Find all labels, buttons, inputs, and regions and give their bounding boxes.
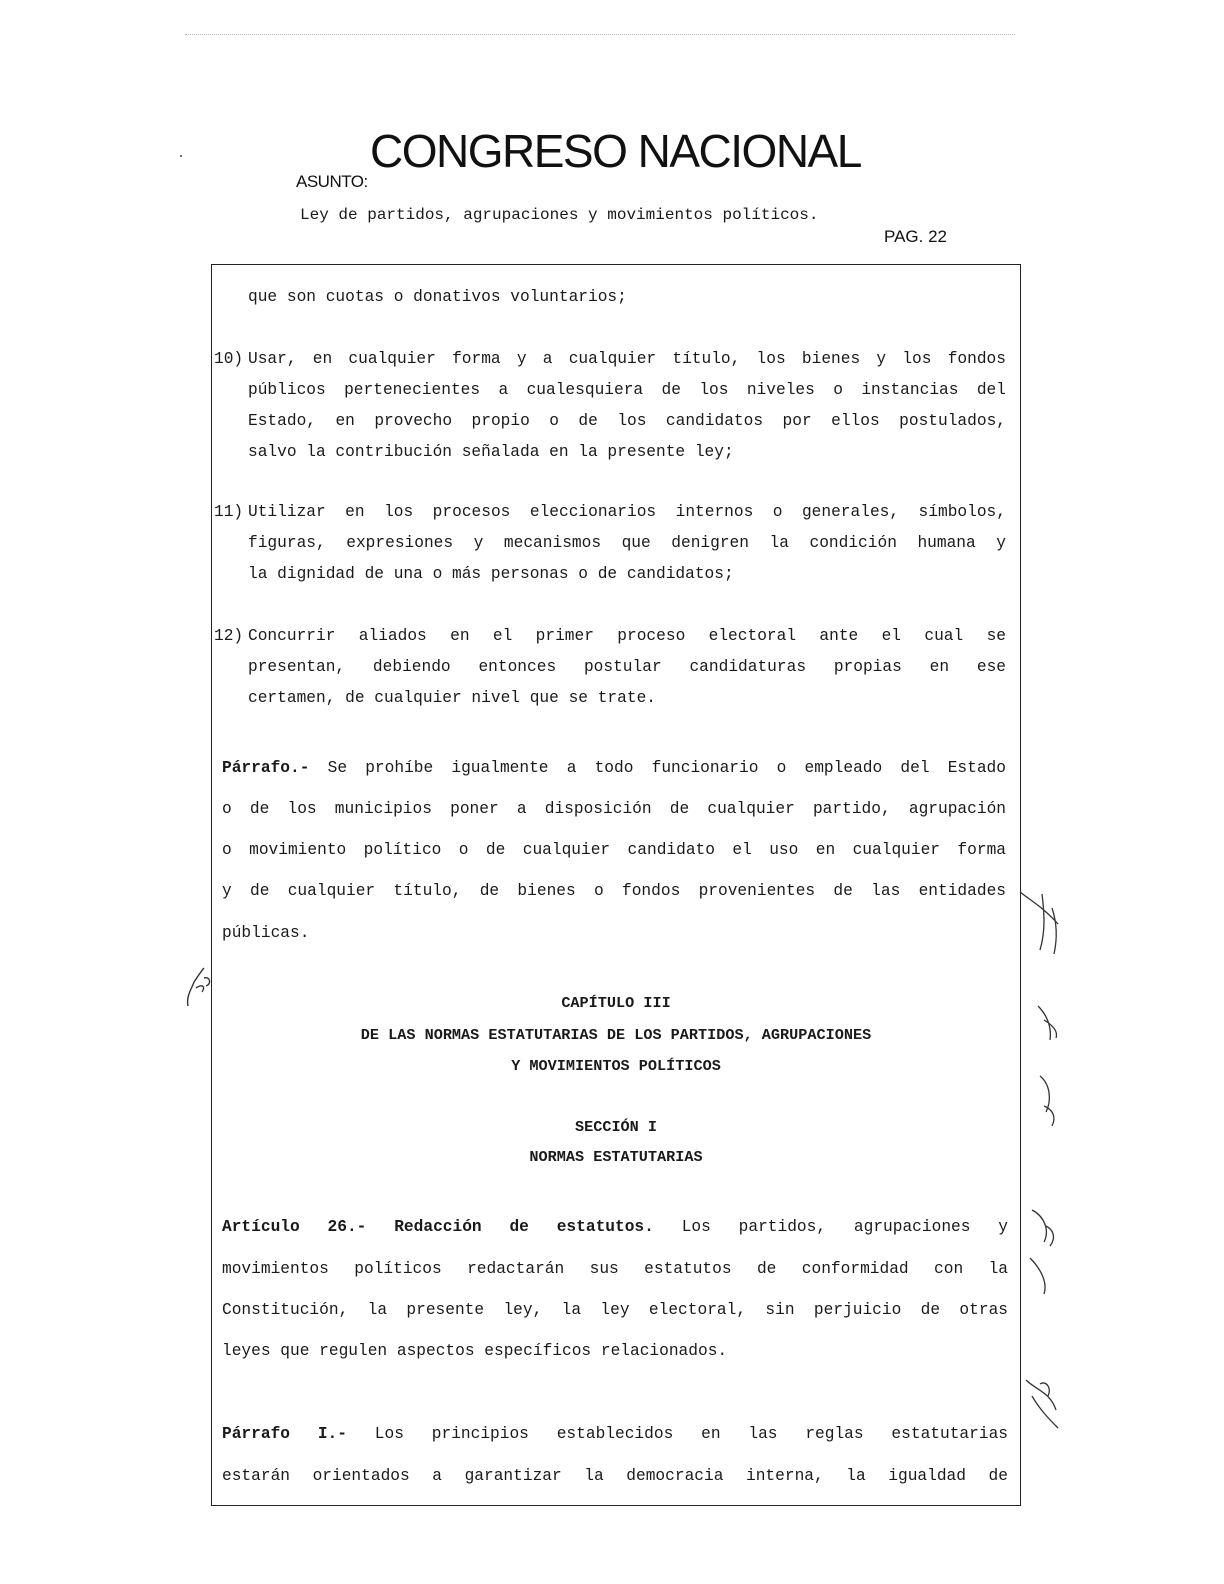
parrafo-first-line <box>222 759 1006 777</box>
parrafo-line: o movimiento político o de cualquier candidato el uso en cualquier forma <box>222 841 1006 859</box>
item-line: certamen, de cualquier nivel que se trate. <box>248 689 656 707</box>
scan-artifact-line <box>185 34 1015 35</box>
article-line: leyes que regulen aspectos específicos relacionados. <box>222 1342 728 1360</box>
article-line: movimientos políticos redactarán sus estatutos de conformidad con la <box>222 1260 1008 1278</box>
subject-line: Ley de partidos, agrupaciones y movimientos políticos. <box>300 206 819 224</box>
handwritten-initials-right <box>1010 880 1070 1440</box>
item-line: figuras, expresiones y mecanismos que denigren la condición humana y <box>248 534 1006 552</box>
parrafo-i-text: Los principios establecidos en las reglas estatutarias <box>374 1425 1009 1443</box>
parrafo-i-first-line <box>222 1425 1008 1443</box>
item-number: 11) <box>214 503 244 521</box>
item-number: 10) <box>214 350 244 368</box>
chapter-subtitle: Y MOVIMIENTOS POLÍTICOS <box>511 1057 721 1075</box>
parrafo-line: públicas. <box>222 924 310 942</box>
article-first-line <box>222 1218 1008 1236</box>
parrafo-i-label: Párrafo I.- <box>222 1425 347 1443</box>
letterhead-title: CONGRESO NACIONAL <box>370 125 861 177</box>
item-line: presentan, debiendo entonces postular candidaturas propias en ese <box>248 658 1006 676</box>
parrafo-line: o de los municipios poner a disposición de cualquier partido, agrupación <box>222 800 1006 818</box>
parrafo-line: y de cualquier título, de bienes o fondos provenientes de las entidades <box>222 882 1006 900</box>
item-line: Concurrir aliados en el primer proceso electoral ante el cual se <box>248 627 1006 645</box>
item-line: Utilizar en los procesos eleccionarios internos o generales, símbolos, <box>248 503 1006 521</box>
parrafo-label: Párrafo.- <box>222 759 310 777</box>
item-line: Estado, en provecho propio o de los candidatos por ellos postulados, <box>248 412 1006 430</box>
item-line: la dignidad de una o más personas o de candidatos; <box>248 565 734 583</box>
page-number: PAG. 22 <box>884 227 947 246</box>
article-line: Constitución, la presente ley, la ley electoral, sin perjuicio de otras <box>222 1301 1008 1319</box>
parrafo-i-line: estarán orientados a garantizar la democracia interna, la igualdad de <box>222 1467 1008 1485</box>
asunto-label: ASUNTO: <box>296 172 368 191</box>
article-text: Los partidos, agrupaciones y <box>681 1218 1009 1236</box>
item-number: 12) <box>214 627 244 645</box>
chapter-title: CAPÍTULO III <box>561 994 671 1012</box>
item-line: públicos pertenecientes a cualesquiera de los niveles o instancias del <box>248 381 1006 399</box>
article-label: Artículo 26.- Redacción de estatutos. <box>222 1218 654 1236</box>
section-title: SECCIÓN I <box>574 1118 658 1136</box>
continuation-line: que son cuotas o donativos voluntarios; <box>248 288 627 306</box>
parrafo-text: Se prohíbe igualmente a todo funcionario o empleado del Estado <box>327 759 1006 777</box>
item-line: salvo la contribución señalada en la presente ley; <box>248 443 734 461</box>
section-subtitle: NORMAS ESTATUTARIAS <box>529 1148 703 1166</box>
item-line: Usar, en cualquier forma y a cualquier título, los bienes y los fondos <box>248 350 1006 368</box>
handwritten-initial-left <box>180 962 220 1012</box>
chapter-subtitle: DE LAS NORMAS ESTATUTARIAS DE LOS PARTIDOS, AGRUPACIONES <box>360 1026 872 1044</box>
scan-artifact-dot <box>180 155 182 157</box>
